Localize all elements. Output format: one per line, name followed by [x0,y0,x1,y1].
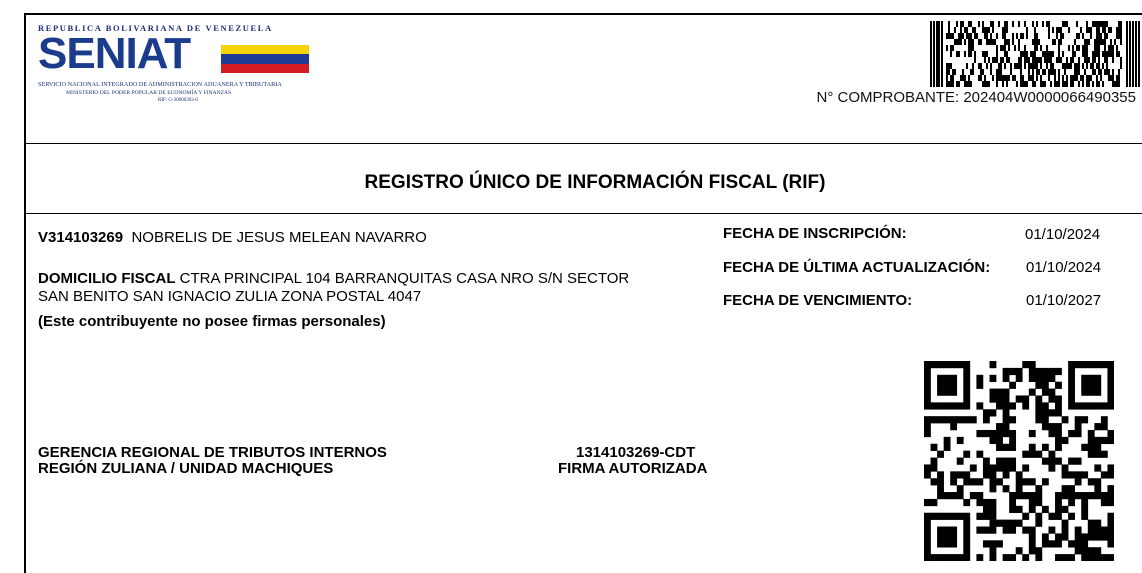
firma-code: 1314103269-CDT [576,444,696,461]
divider [26,143,1142,144]
taxpayer-line [38,229,427,246]
fecha-vencimiento-value: 01/10/2027 [1026,292,1102,309]
firma-label: FIRMA AUTORIZADA [558,460,708,477]
firmas-note: (Este contribuyente no posee firmas personales) [38,313,386,330]
domicilio-label: DOMICILIO FISCAL [38,270,176,287]
document-title: REGISTRO ÚNICO DE INFORMACIÓN FISCAL (RIF) [364,172,826,193]
domicilio-text-1: CTRA PRINCIPAL 104 BARRANQUITAS CASA NRO S/N SECTOR [179,270,630,287]
qr-code-icon [924,361,1114,561]
logo-subtitle-1: SERVICIO NACIONAL INTEGRADO DE ADMINISTRACION ADUANERA Y TRIBUTARIA [38,81,282,88]
seniat-logo [38,23,328,115]
domicilio-line-1 [38,270,629,287]
gerencia-line-2: REGIÓN ZULIANA / UNIDAD MACHIQUES [38,460,334,477]
logo-subtitle-2: MINISTERIO DEL PODER POPULAR DE ECONOMÍA Y FINANZAS [66,90,232,96]
domicilio-text-2: SAN BENITO SAN IGNACIO ZULIA ZONA POSTAL 4047 [38,288,422,305]
logo-top-text: REPUBLICA BOLIVARIANA DE VENEZUELA [38,23,273,33]
fecha-actualizacion-value: 01/10/2024 [1026,259,1102,276]
taxpayer-name: NOBRELIS DE JESUS MELEAN NAVARRO [131,229,427,246]
fecha-vencimiento-label: FECHA DE VENCIMIENTO: [723,292,913,309]
rif-document [24,13,1142,573]
gerencia-line-1: GERENCIA REGIONAL DE TRIBUTOS INTERNOS [38,444,387,461]
venezuela-flag-icon [221,45,309,73]
logo-word: SENIAT [38,29,191,78]
barcode-icon [930,21,1140,87]
fecha-inscripcion-value: 01/10/2024 [1025,226,1101,243]
comprobante-number: N° COMPROBANTE: 202404W0000066490355 [816,89,1136,106]
fecha-actualizacion-label: FECHA DE ÚLTIMA ACTUALIZACIÓN: [723,259,991,276]
rif-number: V314103269 [38,229,124,246]
divider [26,213,1142,214]
logo-subtitle-3: RIF: G-20000303-0 [158,98,198,103]
fecha-inscripcion-label: FECHA DE INSCRIPCIÓN: [723,225,907,242]
